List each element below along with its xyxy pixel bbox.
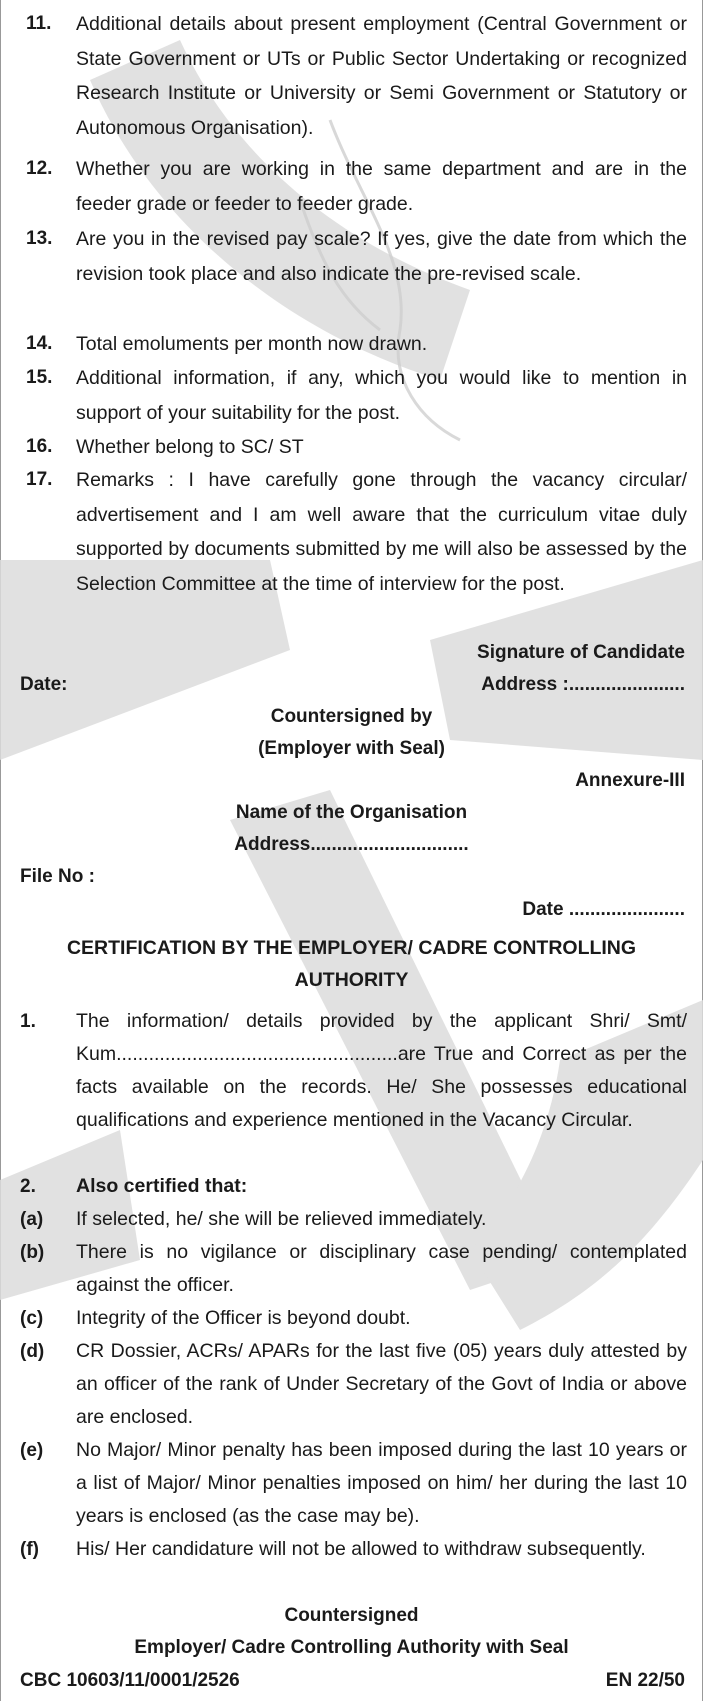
address-label: Address :......................	[481, 674, 685, 695]
item-number: 12.	[26, 158, 53, 179]
item-text: Whether belong to SC/ ST	[76, 436, 304, 458]
item-number: 16.	[26, 436, 53, 457]
cert-item-text: His/ Her candidature will not be allowed to withdraw subsequently.	[76, 1538, 646, 1560]
certification-heading-line1: CERTIFICATION BY THE EMPLOYER/ CADRE CONTROLLING	[66, 937, 637, 959]
item-text: Additional information, if any, which you would like to mention in support of your suitability for the post.	[76, 367, 687, 424]
authority-seal-label: Employer/ Cadre Controlling Authority with Seal	[134, 1637, 569, 1658]
item-number: 13.	[26, 228, 53, 249]
annexure-date-label: Date ......................	[522, 899, 685, 920]
item-text: Whether you are working in the same department and are in the feeder grade or feeder to feeder grade.	[76, 158, 687, 215]
signature-label: Signature of Candidate	[477, 642, 685, 663]
cert-item-number: (d)	[20, 1341, 45, 1362]
item-text: Additional details about present employment (Central Government or State Government or UTs or Public Sector Undertaking or recognized Research Institute or University or Semi Government or Statutory or Autonomous Organisation).	[76, 13, 687, 139]
item-number: 14.	[26, 333, 53, 354]
cert-item-number: (f)	[20, 1539, 39, 1560]
countersigned-by-label: Countersigned by	[270, 706, 433, 727]
cert-item-text: No Major/ Minor penalty has been imposed during the last 10 years or a list of Major/ Minor penalties imposed on him/ her during the last 10 years is enclosed (as the case may be).	[76, 1439, 687, 1527]
cert-item-text: Integrity of the Officer is beyond doubt.	[76, 1307, 411, 1329]
countersigned-label: Countersigned	[284, 1605, 419, 1626]
certification-heading-line2: AUTHORITY	[294, 969, 409, 991]
cert-item-number: 1.	[20, 1011, 36, 1032]
cert-item-number: 2.	[20, 1176, 36, 1197]
cert-item-number: (e)	[20, 1440, 44, 1461]
cert-item-number: (b)	[20, 1242, 45, 1263]
date-label: Date:	[20, 674, 68, 695]
cert-item-text: CR Dossier, ACRs/ APARs for the last five (05) years duly attested by an officer of the rank of Under Secretary of the Govt of India or above are enclosed.	[76, 1340, 687, 1428]
cert-item-text: There is no vigilance or disciplinary case pending/ contemplated against the officer.	[76, 1241, 687, 1296]
item-text: Remarks : I have carefully gone through the vacancy circular/ advertisement and I am well aware that the curriculum vitae duly supported by documents submitted by me will also be assessed by the Selection Committee at the time of interview for the post.	[76, 469, 687, 595]
footer-page-ref: EN 22/50	[605, 1670, 685, 1691]
organisation-address-label: Address..............................	[234, 834, 469, 855]
cert-item-text: Also certified that:	[76, 1175, 248, 1197]
footer-code: CBC 10603/11/0001/2526	[20, 1670, 240, 1691]
item-number: 11.	[26, 13, 52, 34]
item-text: Total emoluments per month now drawn.	[76, 333, 428, 355]
item-text: Are you in the revised pay scale? If yes, give the date from which the revision took place and also indicate the pre-revised scale.	[76, 228, 687, 285]
annexure-title: Annexure-III	[575, 770, 685, 791]
cert-item-number: (c)	[20, 1308, 44, 1329]
cert-item-number: (a)	[20, 1209, 44, 1230]
employer-with-seal-label: (Employer with Seal)	[258, 738, 445, 759]
cert-item-text: The information/ details provided by the applicant Shri/ Smt/ Kum....................................................are True and Correct as per the facts available on the records. He/ She possesses educational qualifications and experience mentioned in the Vacancy Circular.	[76, 1010, 687, 1131]
item-number: 15.	[26, 367, 53, 388]
item-number: 17.	[26, 469, 53, 490]
cert-item-text: If selected, he/ she will be relieved immediately.	[76, 1208, 487, 1230]
file-no-label: File No :	[20, 866, 95, 887]
organisation-name-label: Name of the Organisation	[235, 802, 468, 823]
